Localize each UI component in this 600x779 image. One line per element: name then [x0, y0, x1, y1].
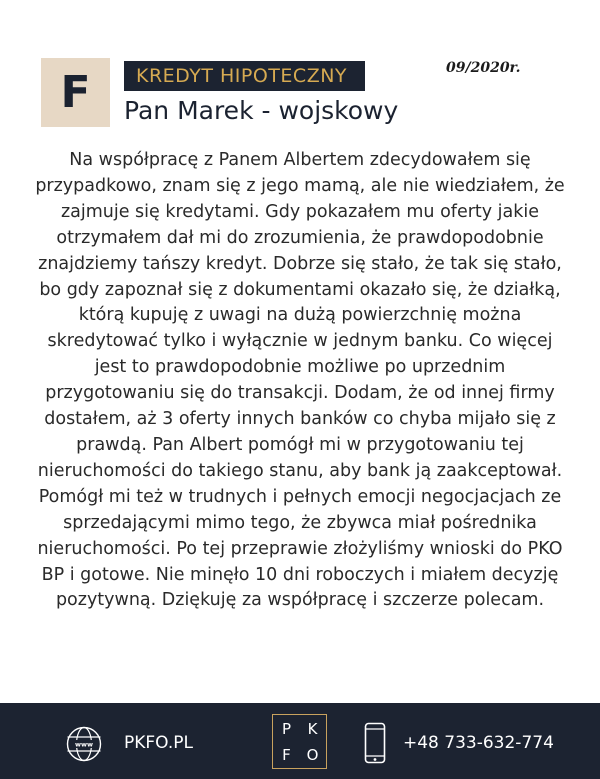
page-title: Pan Marek - wojskowy: [124, 96, 399, 125]
globe-icon: [66, 726, 102, 762]
phone-icon: [364, 722, 386, 764]
logo-letter-p: P: [281, 719, 292, 738]
logo-letter-o: O: [306, 745, 319, 764]
globe-icon-text: www: [74, 740, 94, 749]
category-label: KREDYT HIPOTECZNY: [136, 65, 348, 87]
letter-badge: [41, 58, 110, 127]
logo-letter-f: F: [282, 745, 291, 764]
phone-link[interactable]: +48 733-632-774: [403, 733, 554, 753]
testimonial-text: Na współpracę z Panem Albertem zdecydowałem się przypadkowo, znam się z jego mamą, ale nie wiedziałem, że zajmuje się kredytami. Gdy pokazałem mu oferty jakie otrzymałem dał mi do zrozumienia, że prawdopodobnie znajdziemy tańszy kredyt. Dobrze się stało, że tak się stało, bo gdy zapoznał się z dokumentami okazało się, że działką, którą kupuję z uwagi na dużą powierzchnię można skredytować tylko i wyłącznie w jednym banku. Co więcej jest to prawdopodobnie możliwe po uprzednim przygotowaniu się do transakcji. Dodam, że od innej firmy dostałem, aż 3 oferty innych banków co chyba mijało się z prawdą. Pan Albert pomógł mi w przygotowaniu tej nieruchomości do takiego stanu, aby bank ją zaakceptował. Pomógł mi też w trudnych i pełnych emocji negocjacjach ze sprzedającymi mimo tego, że zbywca miał pośrednika nieruchomości. Po tej przeprawie złożyliśmy wnioski do PKO BP i gotowe. Nie minęło 10 dni roboczych i miałem decyzję pozytywną. Dziękuję za współpracę i szczerze polecam.: [35, 150, 565, 611]
badge-letter: F: [60, 67, 91, 118]
website-link[interactable]: PKFO.PL: [124, 733, 193, 753]
date-label: 09/2020r.: [446, 60, 521, 76]
category-banner: [124, 61, 365, 91]
logo-letter-k: K: [307, 719, 318, 738]
pkfo-logo: [272, 714, 327, 769]
